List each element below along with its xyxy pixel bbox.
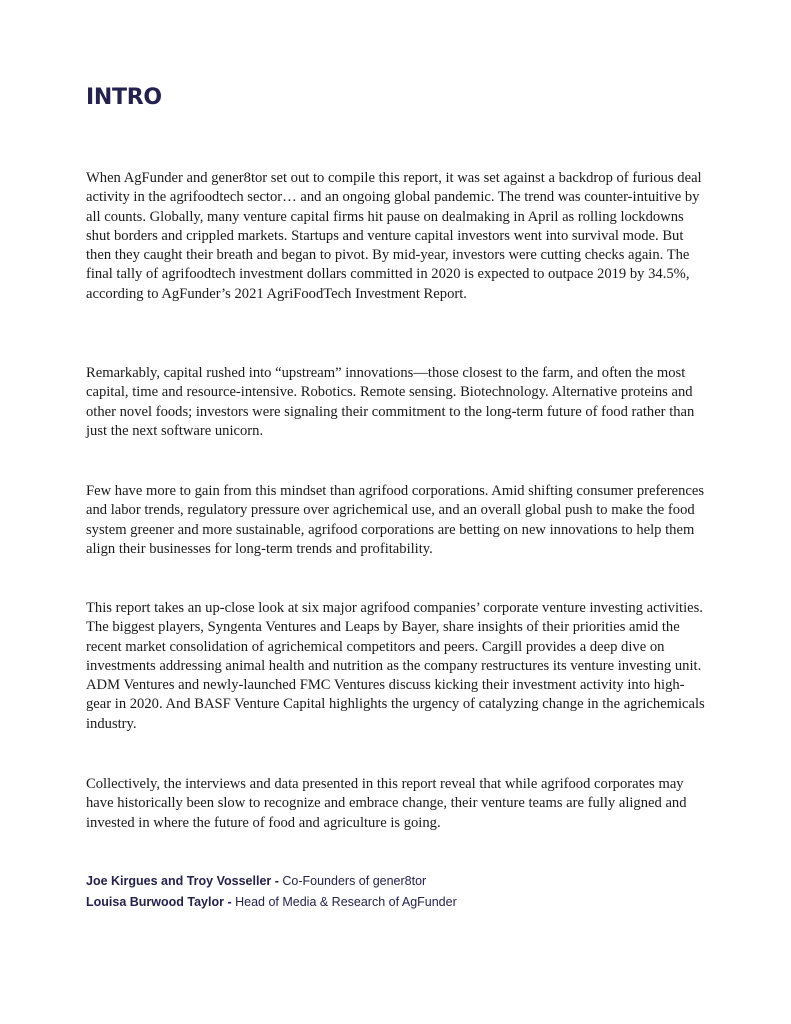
- credit-line-gener8tor: [86, 871, 706, 892]
- intro-paragraph-4: This report takes an up-close look at six major agrifood companies’ corporate venture investing activities. The biggest players, Syngenta Ventures and Leaps by Bayer, share insights of their priorities amid the recent market consolidation of agrichemical competitors and peers. Cargill provides a deep dive on investments addressing animal health and nutrition as the company restructures its venture investing unit. ADM Ventures and newly-launched FMC Ventures discuss kicking their investment activity into high-gear in 2020. And BASF Venture Capital highlights the urgency of catalyzing change in the agrichemicals industry.: [86, 600, 705, 732]
- intro-paragraph-1: When AgFunder and gener8tor set out to compile this report, it was set against a backdrop of furious deal activity in the agrifoodtech sector… and an ongoing global pandemic. The trend was counter-intuitive by all counts. Globally, many venture capital firms hit pause on dealmaking in April as rolling lockdowns shut borders and crippled markets. Startups and venture capital investors went into survival mode. But then they caught their breath and began to pivot. By mid-year, investors were cutting checks again. The final tally of agrifoodtech investment dollars committed in 2020 is expected to outpace 2019 by 34.5%, according to AgFunder’s 2021 AgriFoodTech Investment Report.: [86, 170, 702, 302]
- intro-paragraph-2: Remarkably, capital rushed into “upstream” innovations—those closest to the farm, and often the most capital, time and resource-intensive. Robotics. Remote sensing. Biotechnology. Alternative proteins and other novel foods; investors were signaling their commitment to the long-term future of food rather than just the next software unicorn.: [86, 365, 695, 439]
- intro-paragraph-5: Collectively, the interviews and data presented in this report reveal that while agrifood corporates may have historically been slow to recognize and embrace change, their venture teams are fully aligned and invested in where the future of food and agriculture is going.: [86, 776, 687, 831]
- credit-role: Head of Media & Research of AgFunder: [235, 895, 457, 909]
- credit-line-agfunder: [86, 892, 706, 913]
- intro-paragraph-3: Few have more to gain from this mindset than agrifood corporations. Amid shifting consumer preferences and labor trends, regulatory pressure over agrichemical use, and an overall global push to make the food system greener and more sustainable, agrifood corporations are betting on new innovations to help them align their businesses for long-term trends and profitability.: [86, 483, 705, 557]
- credit-names: Louisa Burwood Taylor -: [86, 895, 236, 909]
- page-title: INTRO: [86, 85, 162, 110]
- author-credits: [86, 871, 706, 913]
- credit-role: Co-Founders of gener8tor: [282, 874, 427, 888]
- credit-names: Joe Kirgues and Troy Vosseller -: [86, 874, 283, 888]
